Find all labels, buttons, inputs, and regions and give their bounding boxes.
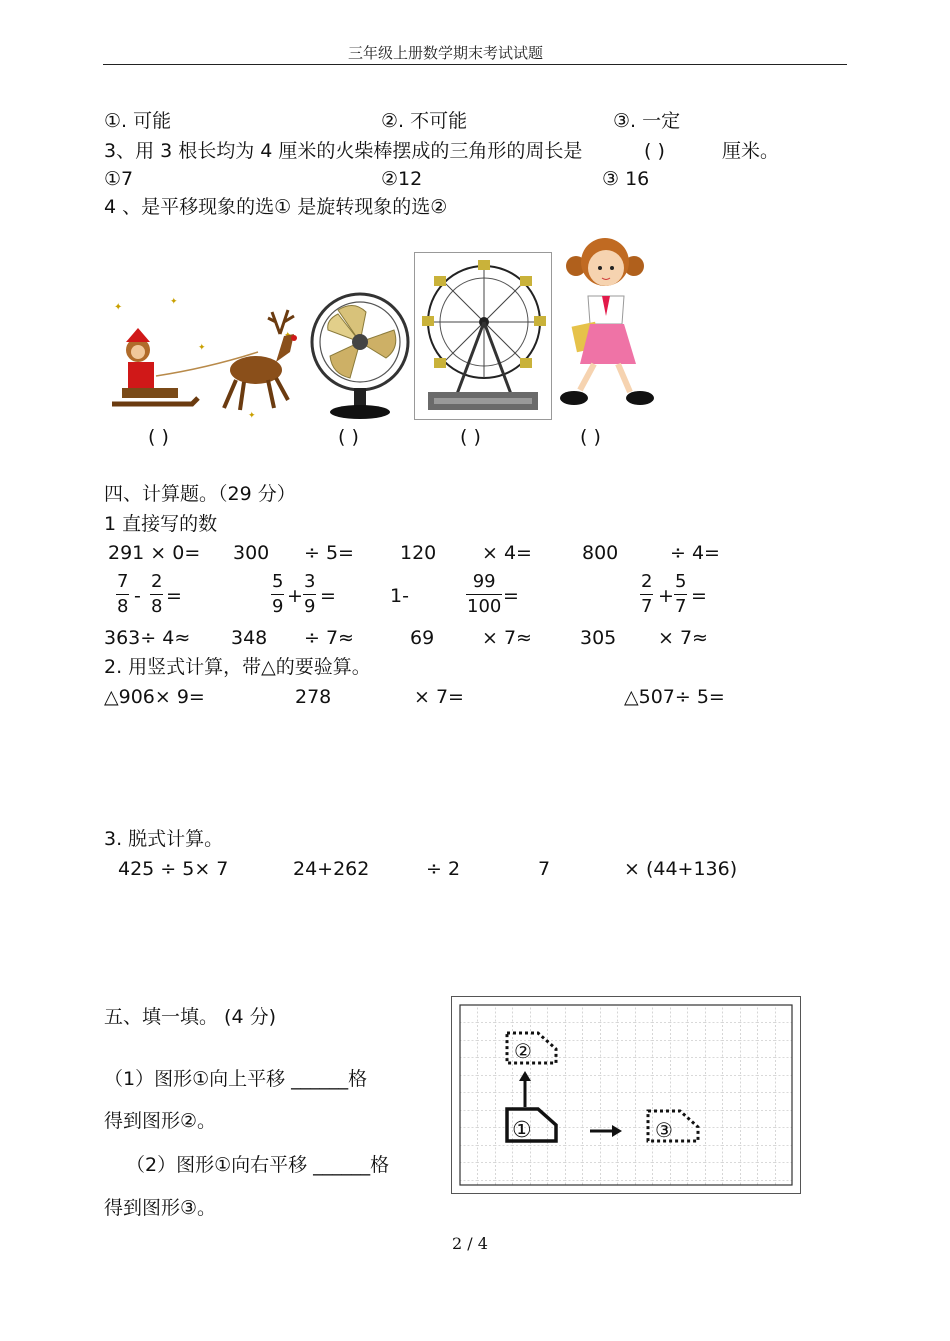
shape-3-label: ③: [655, 1118, 673, 1142]
fraction-op-plus-1: +: [287, 585, 303, 607]
vertical-calc-1: △906× 9=: [104, 686, 205, 708]
fraction-3-9: 3 9: [304, 571, 316, 617]
fraction-2-8: 2 8: [151, 571, 163, 617]
calc-row3-7: × 7≈: [658, 627, 708, 649]
fraction-op-plus-2: +: [658, 585, 674, 607]
q2-option-3: ③. 一定: [613, 110, 681, 132]
q3-option-3: ③ 16: [602, 168, 650, 190]
fraction-eq-4: =: [691, 585, 707, 607]
calc-row1-6: 800: [582, 542, 619, 564]
vertical-calc-2a: 278: [295, 686, 332, 708]
q4-blank-4: ( ): [580, 426, 601, 448]
header-rule: [103, 64, 847, 65]
section5-q2-line2: 得到图形③。: [104, 1197, 217, 1219]
calc-row3-1: 363÷ 4≈: [104, 627, 191, 649]
calc-row3-5: × 7≈: [482, 627, 532, 649]
q3-option-1: ①7: [104, 168, 134, 190]
calc-row3-2: 348: [231, 627, 268, 649]
calc-row1-4: 120: [400, 542, 437, 564]
section5-q1-line1: （1）图形①向上平移 ______格: [104, 1068, 368, 1090]
section4-sub2: 2. 用竖式计算，带△的要验算。: [104, 656, 371, 678]
fraction-eq-3: =: [503, 585, 519, 607]
stepwise-calc-2a: 24+262: [293, 858, 370, 880]
fraction-99-100: 99 100: [467, 571, 502, 617]
sleigh-reindeer-picture: [108, 292, 308, 422]
stepwise-calc-3b: × (44+136): [624, 858, 738, 880]
calc-row3-4: 69: [410, 627, 435, 649]
calc-row1-3: ÷ 5=: [304, 542, 354, 564]
calc-row3-6: 305: [580, 627, 617, 649]
q4-blank-3: ( ): [460, 426, 481, 448]
q3-option-2: ②12: [381, 168, 423, 190]
ferris-wheel-picture: [414, 252, 552, 420]
shape-1-label: ①: [512, 1118, 532, 1143]
svg-text:✦: ✦: [198, 343, 206, 353]
section4-sub3: 3. 脱式计算。: [104, 828, 224, 850]
shape-2-label: ②: [514, 1039, 532, 1063]
svg-text:✦: ✦: [170, 297, 178, 307]
page-header-title: 三年级上册数学期末考试试题: [348, 44, 544, 62]
svg-text:✦: ✦: [114, 302, 123, 313]
q4-blank-2: ( ): [338, 426, 359, 448]
q4-blank-1: ( ): [148, 426, 169, 448]
q3-unit: 厘米。: [722, 140, 780, 162]
translation-grid: [452, 997, 800, 1193]
fraction-2-7: 2 7: [641, 571, 653, 617]
stepwise-calc-1: 425 ÷ 5× 7: [118, 858, 229, 880]
vertical-calc-3: △507÷ 5=: [624, 686, 725, 708]
section5-q2-line1: （2）图形①向右平移 ______格: [126, 1154, 390, 1176]
fraction-eq-1: =: [166, 585, 182, 607]
section4-sub1: 1 直接写的数: [104, 513, 218, 535]
fraction-eq-2: =: [320, 585, 336, 607]
vertical-calc-2b: × 7=: [414, 686, 464, 708]
q3-text: 3、用 3 根长均为 4 厘米的火柴棒摆成的三角形的周长是: [104, 140, 583, 162]
q4-text: 4 、是平移现象的选① 是旋转现象的选②: [104, 196, 448, 218]
electric-fan-picture: [308, 290, 416, 422]
stepwise-calc-2b: ÷ 2: [426, 858, 461, 880]
calc-row1-7: ÷ 4=: [670, 542, 720, 564]
calc-row1-1: 291 × 0=: [108, 542, 201, 564]
q2-option-2: ②. 不可能: [381, 110, 468, 132]
fraction-5-7: 5 7: [675, 571, 687, 617]
stepwise-calc-3a: 7: [538, 858, 551, 880]
section4-title: 四、计算题。（29 分）: [104, 483, 296, 505]
fraction-one-minus: 1-: [390, 585, 409, 607]
section5-q1-line2: 得到图形②。: [104, 1110, 217, 1132]
calc-row1-5: × 4=: [482, 542, 532, 564]
page-number: 2 / 4: [452, 1234, 488, 1253]
q3-answer-blank: ( ): [644, 140, 665, 162]
walking-girl-picture: [554, 232, 666, 416]
svg-text:✦: ✦: [248, 411, 256, 421]
q2-option-1: ①. 可能: [104, 110, 172, 132]
calc-row1-2: 300: [233, 542, 270, 564]
fraction-op-minus: -: [134, 585, 141, 607]
fraction-7-8: 7 8: [117, 571, 129, 617]
calc-row3-3: ÷ 7≈: [304, 627, 354, 649]
section5-title: 五、填一填。 (4 分): [104, 1006, 276, 1028]
fraction-5-9: 5 9: [272, 571, 284, 617]
translation-grid-figure: [451, 996, 801, 1194]
